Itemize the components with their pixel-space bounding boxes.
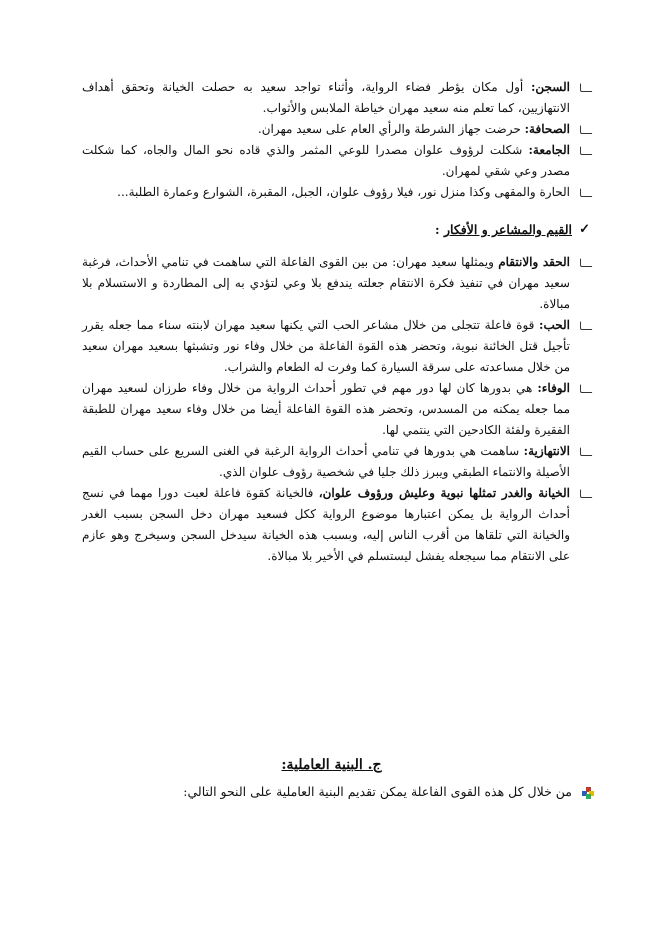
check-mark-icon: ✓: [579, 222, 590, 237]
values-list: [82, 252, 592, 567]
bullet-icon: ـــا: [578, 82, 592, 95]
bullet-icon: ـــا: [578, 383, 592, 396]
bullet-icon: ـــا: [578, 320, 592, 333]
list-item: ـــا الحقد والانتقام ويمثلها سعيد مهران: من بين القوى الفاعلة التي ساهمت في تنامي الأحداث، فرغبة سعيد مهران في تنفيذ فكرة الانتقام جعلته يندفع بلا وعي لتؤدي به إلى المطاردة و الاستسلام بلا مبالاة.: [82, 255, 592, 311]
list-item: ـــا الخيانة والغدر تمثلها نبوية وعليش ورؤوف علوان، فالخيانة كقوة فاعلة لعبت دورا مهما في نسج أحداث الرواية بل يمكن اعتبارها موضوع الرواية ككل فسعيد مهران دخل السجن بسبب الغدر والخيانة التي تلقاها من أقرب الناس إليه، وبسبب هذه الخيانة سيدخل السجن وسيخرج وهو عازم على الانتقام مما سيجعله يفشل ليستسلم في الأخير بلا مبالاة.: [82, 486, 592, 563]
list-item: ـــا الحارة والمقهى وكذا منزل نور، فيلا رؤوف علوان، الجبل، المقبرة، الشوارع وعمارة الطلبة...: [82, 182, 592, 203]
values-heading: ✓ القيم والمشاعر و الأفكار :: [435, 222, 590, 237]
list-item: ـــا الانتهازية: ساهمت هي بدورها في تنامي أحداث الرواية الرغبة في الغنى السريع على حساب القيم الأصيلة والانتماء الطبقي ويبرز ذلك جليا في شخصية رؤوف علوان الذي.: [82, 444, 592, 479]
list-item: ـــا الصحافة: حرضت جهاز الشرطة والرأي العام على سعيد مهران.: [82, 119, 592, 140]
intro-line: من خلال كل هذه القوى الفاعلة يمكن تقديم البنية العاملية على النحو التالي:: [82, 784, 572, 799]
bullet-icon: ـــا: [578, 145, 592, 158]
bullet-icon: ـــا: [578, 257, 592, 270]
list-item: ـــا السجن: أول مكان يؤطر فضاء الرواية، وأثناء تواجد سعيد به حصلت الخيانة وتحقق أهداف الانتهازيين، كما تعلم منه سعيد مهران خياطة الملابس والأثواب.: [82, 80, 592, 115]
bullet-icon: ـــا: [578, 187, 592, 200]
section-title: ج. البنية العاملية:: [281, 757, 382, 773]
bullet-icon: ـــا: [578, 446, 592, 459]
list-item: ـــا الحب: قوة فاعلة تتجلى من خلال مشاعر الحب التي يكنها سعيد مهران لابنته سناء مما جعله يقرر تأجيل قتل الخائنة نبوية، وتحضر هذه القوة الفاعلة من خلال وفاء نور وتشبثها بسعيد مهران سعيد من خلال مساعدته على سرقة السيارة كما وفرت له الطعام والشراب.: [82, 318, 592, 374]
places-list: [82, 77, 592, 203]
bullet-icon: ـــا: [578, 488, 592, 501]
bullet-icon: ـــا: [578, 124, 592, 137]
colored-diamond-bullet-icon: [582, 787, 594, 799]
list-item: ـــا الجامعة: شكلت لرؤوف علوان مصدرا للوعي المثمر والذي قاده نحو المال والجاه، كما شكلت مصدر وعي شقي لمهران.: [82, 143, 592, 178]
list-item: ـــا الوفاء: هي بدورها كان لها دور مهم في تطور أحداث الرواية من خلال وفاء طرزان لسعيد مهران مما جعله يمكنه من المسدس، وتحضر هذه القوة الفاعلة أيضا من خلال وفاء سعيد مهران للطبقة الفقيرة ولفئة الكادحين التي ينتمي لها.: [82, 381, 592, 437]
